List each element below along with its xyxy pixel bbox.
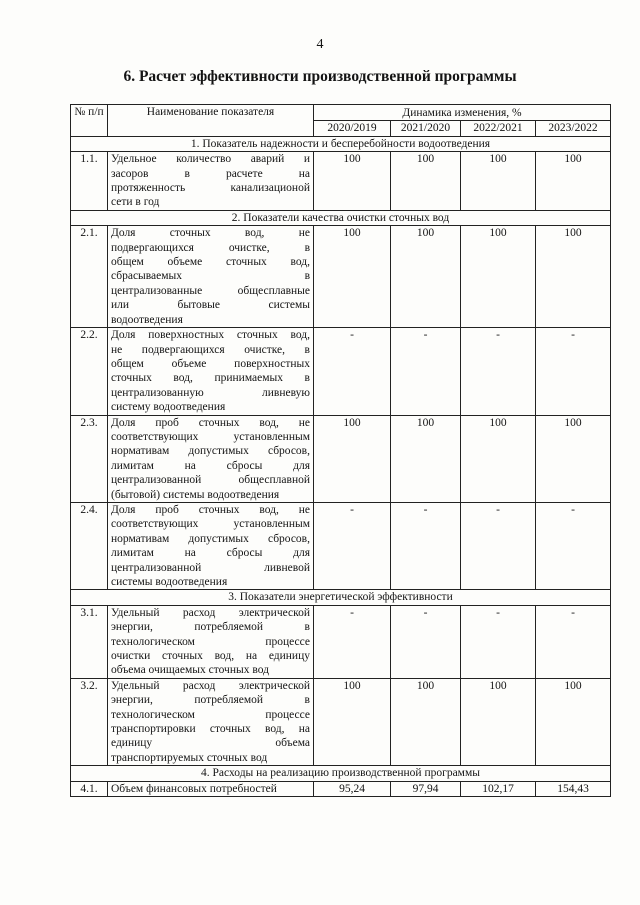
indicator-name-line: централизованной общесплавной — [111, 474, 310, 487]
indicator-name-line: лимитам на сбросы для — [111, 547, 310, 560]
value-year-2: 97,94 — [391, 781, 461, 796]
table-row — [71, 328, 611, 415]
indicator-name-line: соответствующих установленным — [111, 518, 310, 531]
value-year-4: 100 — [536, 152, 611, 211]
page-title: 6. Расчет эффективности производственной программы — [123, 68, 517, 85]
indicator-name-line: энергии, потребляемой в — [111, 694, 310, 707]
value-year-3: 100 — [461, 678, 536, 765]
indicator-name-line: нормативам допустимых сбросов, — [111, 445, 310, 458]
indicator-name — [108, 502, 314, 589]
indicator-name-line: объема очищаемых сточных вод — [111, 664, 269, 677]
row-number: 2.3. — [71, 415, 108, 502]
indicator-name-line: Удельное количество аварий и — [111, 153, 310, 166]
section-row — [71, 210, 611, 225]
row-number: 2.1. — [71, 226, 108, 328]
indicator-name-line: сточных вод, принимаемых в — [111, 372, 310, 385]
value-year-4: - — [536, 328, 611, 415]
section-row — [71, 590, 611, 605]
table-row — [71, 152, 611, 211]
value-year-2: 100 — [391, 152, 461, 211]
header-year-4: 2023/2022 — [536, 121, 611, 136]
section-title: 2. Показатели качества очистки сточных вод — [71, 210, 611, 225]
section-title: 4. Расходы на реализацию производственной программы — [71, 766, 611, 781]
value-year-4: 100 — [536, 415, 611, 502]
page-number: 4 — [316, 37, 324, 52]
value-year-3: 100 — [461, 152, 536, 211]
indicator-name-line: централизованную ливневую — [111, 386, 310, 399]
value-year-2: - — [391, 605, 461, 678]
indicator-name-line: общем объеме сточных вод, — [111, 256, 310, 269]
indicator-name-line: централизованной ливневой — [111, 561, 310, 574]
table-row — [71, 605, 611, 678]
indicator-name-line: подвергающихся очистке, в — [111, 241, 310, 254]
value-year-1: 100 — [314, 226, 391, 328]
table-body — [71, 136, 611, 796]
value-year-2: 100 — [391, 226, 461, 328]
efficiency-table — [70, 104, 611, 797]
row-number: 3.2. — [71, 678, 108, 765]
indicator-name-line: системы водоотведения — [111, 576, 228, 588]
indicator-name-line: систему водоотведения — [111, 401, 226, 414]
value-year-4: 100 — [536, 226, 611, 328]
indicator-name-line: очистки сточных вод, на единицу — [111, 650, 310, 663]
value-year-3: 102,17 — [461, 781, 536, 796]
value-year-1: - — [314, 328, 391, 415]
indicator-name-line: Доля сточных вод, не — [111, 227, 310, 240]
indicator-name-line: Объем финансовых потребностей — [111, 782, 277, 795]
table-row — [71, 781, 611, 796]
indicator-name-line: Доля проб сточных вод, не — [111, 416, 310, 429]
indicator-name-line: единицу объема — [111, 737, 310, 750]
value-year-3: 100 — [461, 415, 536, 502]
section-row — [71, 766, 611, 781]
section-row — [71, 136, 611, 151]
header-year-1: 2020/2019 — [314, 121, 391, 136]
table-row — [71, 415, 611, 502]
indicator-name-line: Удельный расход электрической — [111, 679, 310, 692]
indicator-name-line: соответствующих установленным — [111, 430, 310, 443]
indicator-name-line: общем объеме поверхностных — [111, 357, 310, 370]
indicator-name — [108, 152, 314, 211]
value-year-1: - — [314, 605, 391, 678]
value-year-2: - — [391, 502, 461, 589]
value-year-3: - — [461, 605, 536, 678]
value-year-4: 100 — [536, 678, 611, 765]
section-title: 3. Показатели энергетической эффективности — [71, 590, 611, 605]
indicator-name-line: или бытовые системы — [111, 299, 310, 312]
section-title: 1. Показатель надежности и бесперебойности водоотведения — [71, 136, 611, 151]
value-year-1: 100 — [314, 415, 391, 502]
header-year-2: 2021/2020 — [391, 121, 461, 136]
indicator-name-line: лимитам на сбросы для — [111, 459, 310, 472]
indicator-name-line: Доля поверхностных сточных вод, — [111, 329, 310, 342]
header-row-top — [71, 105, 611, 121]
indicator-name-line: централизованные общесплавные — [111, 284, 310, 297]
value-year-1: - — [314, 502, 391, 589]
indicator-name-line: засоров в расчете на — [111, 167, 310, 180]
indicator-name-line: не подвергающихся очистке, в — [111, 343, 310, 356]
row-number: 2.2. — [71, 328, 108, 415]
table-row — [71, 678, 611, 765]
table-row — [71, 226, 611, 328]
value-year-1: 100 — [314, 678, 391, 765]
indicator-name — [108, 781, 314, 796]
indicator-name-line: технологическом процессе — [111, 635, 310, 648]
indicator-name-line: нормативам допустимых сбросов, — [111, 532, 310, 545]
indicator-name — [108, 678, 314, 765]
header-num: № п/п — [71, 105, 108, 137]
header-name: Наименование показателя — [108, 105, 314, 137]
indicator-name-line: сбрасываемых в — [111, 270, 310, 283]
row-number: 1.1. — [71, 152, 108, 211]
indicator-name-line: транспортируемых сточных вод — [111, 751, 268, 764]
value-year-1: 95,24 — [314, 781, 391, 796]
indicator-name-line: технологическом процессе — [111, 708, 310, 721]
row-number: 2.4. — [71, 502, 108, 589]
row-number: 3.1. — [71, 605, 108, 678]
value-year-2: 100 — [391, 678, 461, 765]
value-year-3: - — [461, 502, 536, 589]
indicator-name — [108, 415, 314, 502]
value-year-1: 100 — [314, 152, 391, 211]
value-year-3: 100 — [461, 226, 536, 328]
table-row — [71, 502, 611, 589]
indicator-name-line: (бытовой) системы водоотведения — [111, 488, 280, 501]
indicator-name — [108, 605, 314, 678]
indicator-name-line: сети в год — [111, 196, 160, 209]
indicator-name-line: энергии, потребляемой в — [111, 621, 310, 634]
indicator-name-line: Удельный расход электрической — [111, 606, 310, 619]
row-number: 4.1. — [71, 781, 108, 796]
value-year-4: - — [536, 502, 611, 589]
header-dynamics: Динамика изменения, % — [314, 105, 611, 121]
value-year-4: - — [536, 605, 611, 678]
indicator-name-line: транспортировки сточных вод, на — [111, 723, 310, 736]
indicator-name — [108, 226, 314, 328]
value-year-4: 154,43 — [536, 781, 611, 796]
header-year-3: 2022/2021 — [461, 121, 536, 136]
value-year-2: 100 — [391, 415, 461, 502]
indicator-name-line: Доля проб сточных вод, не — [111, 503, 310, 516]
indicator-name — [108, 328, 314, 415]
indicator-name-line: протяженность канализационой — [111, 182, 310, 195]
value-year-2: - — [391, 328, 461, 415]
value-year-3: - — [461, 328, 536, 415]
indicator-name-line: водоотведения — [111, 313, 183, 326]
